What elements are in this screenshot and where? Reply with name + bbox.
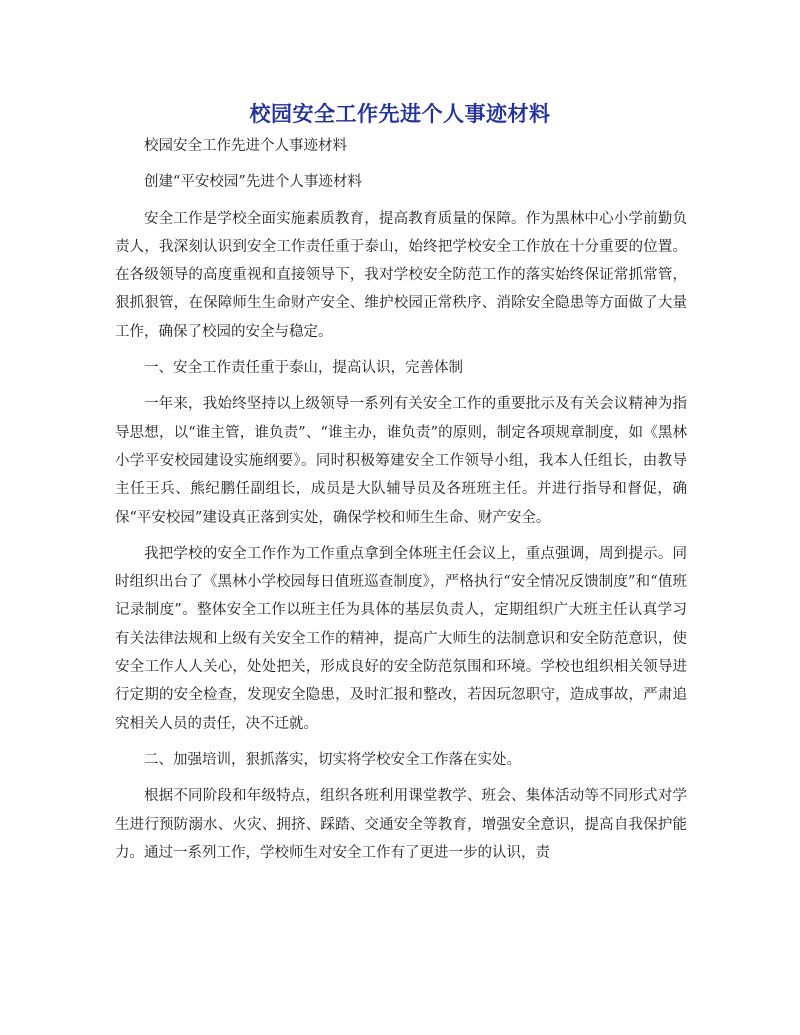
body-paragraph: 我把学校的安全工作作为工作重点拿到全体班主任会议上，重点强调，周到提示。同时组织出台了《黑林小学校园每日值班巡查制度》，严格执行“安全情况反馈制度”和“值班记录制度”。整体安全工作以班主任为具体的基层负责人，定期组织广大班主任认真学习有关法律法规和上级有关安全工作的精神，提高广大师生的法制意识和安全防范意识，使安全工作人人关心，处处把关，形成良好的安全防范氛围和环境。学校也组织相关领导进行定期的安全检查，发现安全隐患，及时汇报和整改，若因玩忽职守，造成事故，严肃追究相关人员的责任，决不迁就。 bbox=[115, 545, 687, 732]
body-paragraph: 安全工作是学校全面实施素质教育，提高教育质量的保障。作为黑林中心小学前勤负责人，我深刻认识到安全工作责任重于泰山，始终把学校安全工作放在十分重要的位置。在各级领导的高度重视和直接领导下，我对学校安全防范工作的落实始终保证常抓常管，狠抓狠管，在保障师生生命财产安全、维护校园正常秩序、消除安全隐患等方面做了大量工作，确保了校园的安全与稳定。 bbox=[115, 210, 687, 340]
subtitle-paragraph: 校园安全工作先进个人事迹材料 bbox=[144, 138, 347, 154]
document-title: 校园安全工作先进个人事迹材料 bbox=[249, 102, 551, 126]
subtitle-paragraph: 创建“平安校园”先进个人事迹材料 bbox=[144, 174, 362, 191]
section-heading: 二、加强培训，狠抓落实，切实将学校安全工作落在实处。 bbox=[144, 751, 521, 768]
body-paragraph: 一年来，我始终坚持以上级领导一系列有关安全工作的重要批示及有关会议精神为指导思想，以“谁主管，谁负责”、“谁主办，谁负责”的原则，制定各项规章制度，如《黑林小学平安校园建设实施纲要》。同时积极筹建安全工作领导小组，我本人任组长，由教导主任王兵、熊纪鹏任副组长，成员是大队辅导员及各班班主任。并进行指导和督促，确保“平安校园”建设真正落到实处，确保学校和师生生命、财产安全。 bbox=[115, 396, 687, 526]
document-body bbox=[115, 132, 687, 875]
section-heading: 一、安全工作责任重于泰山，提高认识，完善体制 bbox=[144, 360, 463, 377]
body-paragraph: 根据不同阶段和年级特点，组织各班利用课堂教学、班会、集体活动等不同形式对学生进行预防溺水、火灾、拥挤、踩踏、交通安全等教育，增强安全意识，提高自我保护能力。通过一系列工作，学校师生对安全工作有了更进一步的认识，责 bbox=[115, 788, 687, 861]
